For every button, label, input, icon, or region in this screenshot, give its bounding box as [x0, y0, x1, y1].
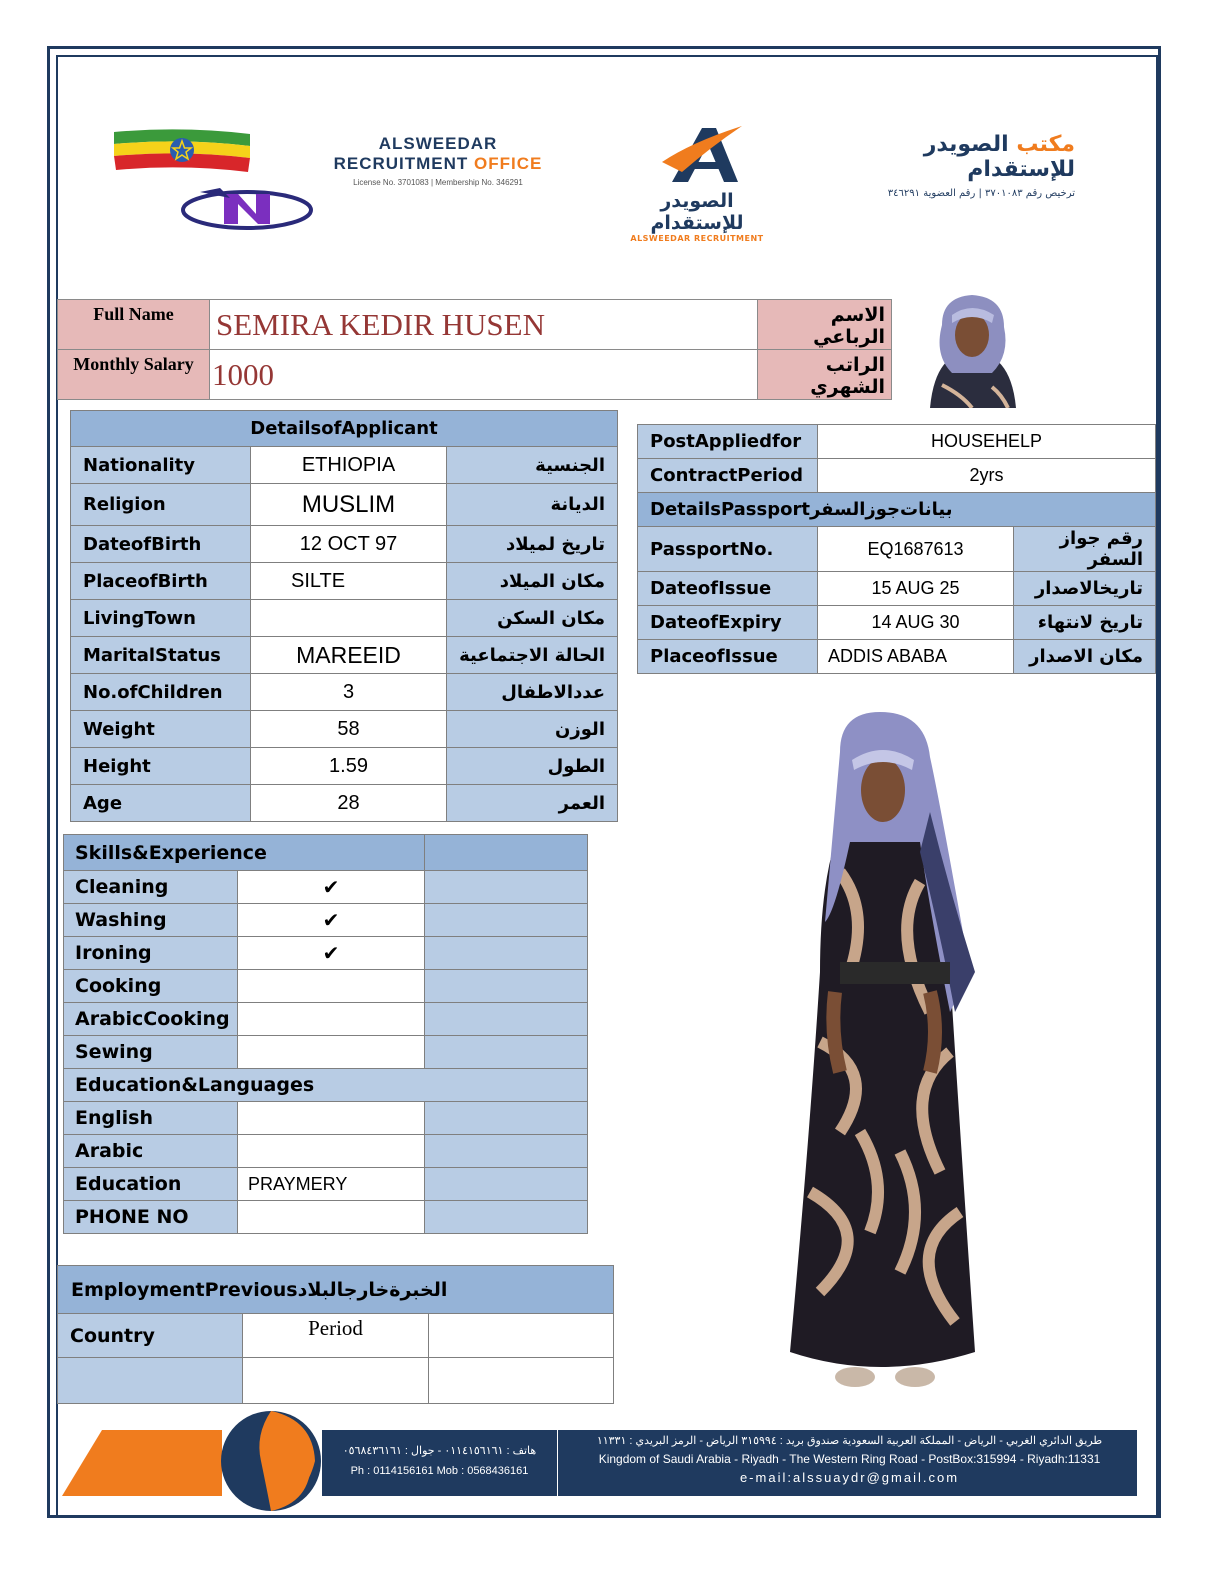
skill-blank-cell — [425, 970, 588, 1003]
office-name-line2: RECRUITMENT OFFICE — [333, 154, 543, 173]
contract-period-value: 2yrs — [818, 459, 1156, 493]
skill-label: Cleaning — [64, 871, 238, 904]
contract-period-label: ContractPeriod — [638, 459, 818, 493]
education-languages-header: Education&Languages — [64, 1069, 588, 1102]
detail-value: 12 OCT 97 — [251, 526, 447, 563]
post-applied-label: PostAppliedfor — [638, 425, 818, 459]
skills-header: Skills&Experience — [64, 835, 425, 871]
skill-blank-cell — [425, 937, 588, 970]
passport-value: 15 AUG 25 — [818, 572, 1014, 606]
skill-check: ✔ — [238, 871, 425, 904]
detail-value: 3 — [251, 674, 447, 711]
full-name-value: SEMIRA KEDIR HUSEN — [210, 300, 758, 350]
footer-address — [562, 1430, 1137, 1496]
passport-label: PassportNo. — [638, 527, 818, 572]
office-name-line1: ALSWEEDAR — [378, 134, 498, 153]
passport-arabic-label: تاريخالاصدار — [1014, 572, 1156, 606]
detail-arabic-label: عددالاطفال — [447, 674, 618, 711]
name-salary-table — [57, 299, 892, 400]
detail-label: Height — [71, 748, 251, 785]
period-label: Period — [243, 1314, 429, 1358]
skill-blank-cell — [425, 1003, 588, 1036]
edu-blank-cell — [425, 1102, 588, 1135]
edu-value — [238, 1102, 425, 1135]
edu-value: PRAYMERY — [238, 1168, 425, 1201]
skill-check — [238, 1003, 425, 1036]
detail-label: Age — [71, 785, 251, 822]
skill-label: Washing — [64, 904, 238, 937]
detail-label: Weight — [71, 711, 251, 748]
passport-value: EQ1687613 — [818, 527, 1014, 572]
detail-value: ETHIOPIA — [251, 447, 447, 484]
applicant-full-body-photo — [780, 712, 985, 1402]
footer-bar — [322, 1430, 1137, 1496]
skill-check — [238, 970, 425, 1003]
detail-label: PlaceofBirth — [71, 563, 251, 600]
edu-label: Arabic — [64, 1135, 238, 1168]
passport-header: DetailsPassportبيانات‌جوزالسفر — [638, 493, 1156, 527]
detail-arabic-label: مكان الميلاد — [447, 563, 618, 600]
skill-blank-cell — [425, 904, 588, 937]
detail-label: Religion — [71, 484, 251, 526]
skill-label: Sewing — [64, 1036, 238, 1069]
employment-period-value — [243, 1358, 429, 1404]
detail-label: Nationality — [71, 447, 251, 484]
detail-value: MUSLIM — [251, 484, 447, 526]
passport-arabic-label: رقم جواز السفر — [1014, 527, 1156, 572]
detail-label: No.ofChildren — [71, 674, 251, 711]
detail-label: DateofBirth — [71, 526, 251, 563]
passport-value: ADDIS ABABA — [818, 640, 1014, 674]
alsweedar-logo — [612, 122, 782, 243]
detail-value: 1.59 — [251, 748, 447, 785]
detail-value — [251, 600, 447, 637]
full-name-arabic-label: الاسم الرباعي — [758, 300, 892, 350]
employment-header: EmploymentPreviousالخبرةخارجالبلاد — [58, 1266, 614, 1314]
edu-value — [238, 1201, 425, 1234]
detail-value: 58 — [251, 711, 447, 748]
detail-arabic-label: الديانة — [447, 484, 618, 526]
skill-label: Ironing — [64, 937, 238, 970]
footer-contact — [322, 1430, 558, 1496]
passport-arabic-label: تاريخ لانتهاء — [1014, 606, 1156, 640]
n-logo-icon — [180, 184, 314, 232]
skill-label: ArabicCooking — [64, 1003, 238, 1036]
edu-blank-cell — [425, 1168, 588, 1201]
applicant-details-table — [70, 410, 618, 822]
previous-employment-table — [57, 1265, 614, 1404]
detail-arabic-label: مكان السكن — [447, 600, 618, 637]
office-ar-license: ترخيص رقم ٣٧٠١٠٨٣ | رقم العضوية ٣٤٦٢٩١ — [887, 188, 1075, 199]
passport-label: DateofIssue — [638, 572, 818, 606]
logo-arabic-text: الصويدر للإستقدام — [650, 190, 744, 234]
applicant-portrait-photo — [912, 295, 1032, 408]
footer-circle-logo-icon — [215, 1410, 327, 1513]
employment-blank-cell — [429, 1358, 614, 1404]
detail-value: MAREEID — [251, 637, 447, 674]
footer-address-arabic: طريق الدائري الغربي - الرياض - المملكة العربية السعودية صندوق بريد : ٣١٥٩٩٤ الرياض - الرمز البريدي : ١١٣٣١ — [596, 1435, 1103, 1447]
detail-value: SILTE — [251, 563, 447, 600]
detail-arabic-label: الوزن — [447, 711, 618, 748]
employment-blank-cell — [429, 1314, 614, 1358]
skills-header-blank — [425, 835, 588, 871]
logo-english-text: ALSWEEDAR RECRUITMENT — [630, 234, 764, 243]
passport-arabic-label: مكان الاصدار — [1014, 640, 1156, 674]
skill-blank-cell — [425, 1036, 588, 1069]
footer-phone-english: Ph : 0114156161 Mob : 0568436161 — [350, 1465, 529, 1477]
passport-label: PlaceofIssue — [638, 640, 818, 674]
post-applied-value: HOUSEHELP — [818, 425, 1156, 459]
full-name-label: Full Name — [58, 300, 210, 350]
detail-arabic-label: العمر — [447, 785, 618, 822]
footer-phone-arabic: هاتف : ٠١١٤١٥٦١٦١ - جوال : ٠٥٦٨٤٣٦١٦١ — [342, 1445, 537, 1457]
office-name-arabic — [820, 132, 1075, 199]
monthly-salary-arabic-label: الراتب الشهري — [758, 350, 892, 400]
edu-label: English — [64, 1102, 238, 1135]
office-name-english — [318, 134, 558, 187]
edu-blank-cell — [425, 1201, 588, 1234]
passport-details-table — [637, 424, 1156, 674]
skill-label: Cooking — [64, 970, 238, 1003]
a-letter-logo-icon — [642, 122, 752, 188]
footer-email: e-mail:alssuaydr@gmail.com — [739, 1470, 960, 1485]
office-ar-word: مكتب — [1016, 132, 1075, 157]
monthly-salary-label: Monthly Salary — [58, 350, 210, 400]
detail-arabic-label: تاريخ لميلاد — [447, 526, 618, 563]
details-header: DetailsofApplicant — [71, 411, 618, 447]
detail-arabic-label: الحالة الاجتماعية — [447, 637, 618, 674]
office-license-text: License No. 3701083 | Membership No. 346291 — [353, 178, 523, 187]
country-label: Country — [58, 1314, 243, 1358]
skills-experience-table — [63, 834, 588, 1234]
passport-label: DateofExpiry — [638, 606, 818, 640]
edu-label: PHONE NO — [64, 1201, 238, 1234]
detail-label: LivingTown — [71, 600, 251, 637]
ethiopia-flag-icon — [112, 128, 252, 176]
skill-check — [238, 1036, 425, 1069]
skill-blank-cell — [425, 871, 588, 904]
footer-address-english: Kingdom of Saudi Arabia - Riyadh - The Western Ring Road - PostBox:315994 - Riyadh:11331 — [598, 1452, 1101, 1466]
detail-label: MaritalStatus — [71, 637, 251, 674]
passport-value: 14 AUG 30 — [818, 606, 1014, 640]
footer-orange-shape — [62, 1430, 222, 1496]
skill-check: ✔ — [238, 904, 425, 937]
skill-check: ✔ — [238, 937, 425, 970]
edu-value — [238, 1135, 425, 1168]
employment-country-value — [58, 1358, 243, 1404]
monthly-salary-value: 1000 — [210, 350, 758, 400]
office-ar-name: الصويدر للإستقدام — [923, 132, 1075, 182]
detail-arabic-label: الجنسية — [447, 447, 618, 484]
detail-value: 28 — [251, 785, 447, 822]
edu-label: Education — [64, 1168, 238, 1201]
detail-arabic-label: الطول — [447, 748, 618, 785]
edu-blank-cell — [425, 1135, 588, 1168]
